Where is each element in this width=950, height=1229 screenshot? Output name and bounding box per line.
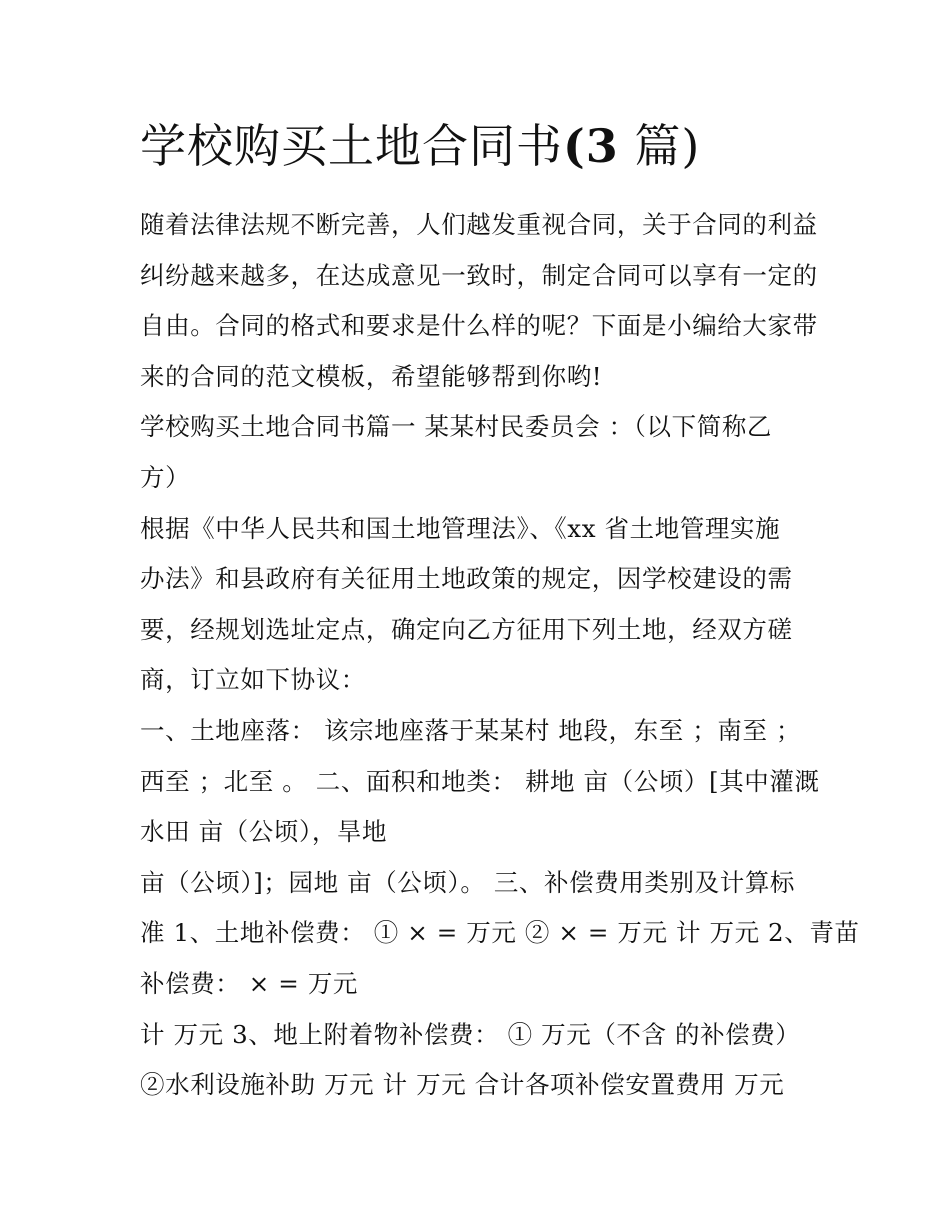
body-line: 办法》和县政府有关征用土地政策的规定，因学校建设的需 [140, 564, 793, 594]
body-line: 一、土地座落： 该宗地座落于某某村 地段，东至 ；南至 ； [140, 715, 802, 745]
body-line: 随着法律法规不断完善，人们越发重视合同，关于合同的利益 [140, 210, 818, 239]
body-line: 补偿费： × = 万元 [140, 968, 359, 998]
body-line: 亩（公顷）]；园地 亩（公顷）。 三、补偿费用类别及计算标 [140, 867, 796, 897]
body-line: 来的合同的范文模板，希望能够帮到你哟! [140, 361, 603, 391]
body-line: ②水利设施补助 万元 计 万元 合计各项补偿安置费用 万元 [140, 1070, 785, 1100]
body-line: 根据《中华人民共和国土地管理法》、《xx 省土地管理实施 [140, 513, 781, 543]
body-line: 水田 亩（公顷），旱地 [140, 817, 388, 847]
title-text: 学校购买土地合同书 [140, 119, 563, 173]
body-line: 商，订立如下协议： [140, 665, 366, 695]
body-line: 自由。合同的格式和要求是什么样的呢？下面是小编给大家带 [140, 311, 818, 341]
body-line: 要，经规划选址定点，确定向乙方征用下列土地，经双方磋 [140, 614, 793, 644]
body-line: 计 万元 3、地上附着物补偿费： ① 万元（不含 的补偿费） [140, 1019, 801, 1049]
title-chapter: 篇) [618, 119, 701, 173]
body-line: 学校购买土地合同书篇一 某某村民委员会 ：（以下简称乙 [140, 412, 773, 442]
document-body [140, 200, 860, 1111]
body-line: 西至 ；北至 。 二、面积和地类： 耕地 亩（公顷）[其中灌溉 [140, 766, 820, 796]
document-title [140, 113, 840, 179]
body-line: 方） [140, 462, 191, 492]
body-line: 纠纷越来越多，在达成意见一致时，制定合同可以享有一定的 [140, 260, 818, 290]
body-line: 准 1、土地补偿费： ① × = 万元 ② × = 万元 计 万元 2、青苗 [140, 918, 860, 948]
title-count: (3 [563, 119, 619, 173]
